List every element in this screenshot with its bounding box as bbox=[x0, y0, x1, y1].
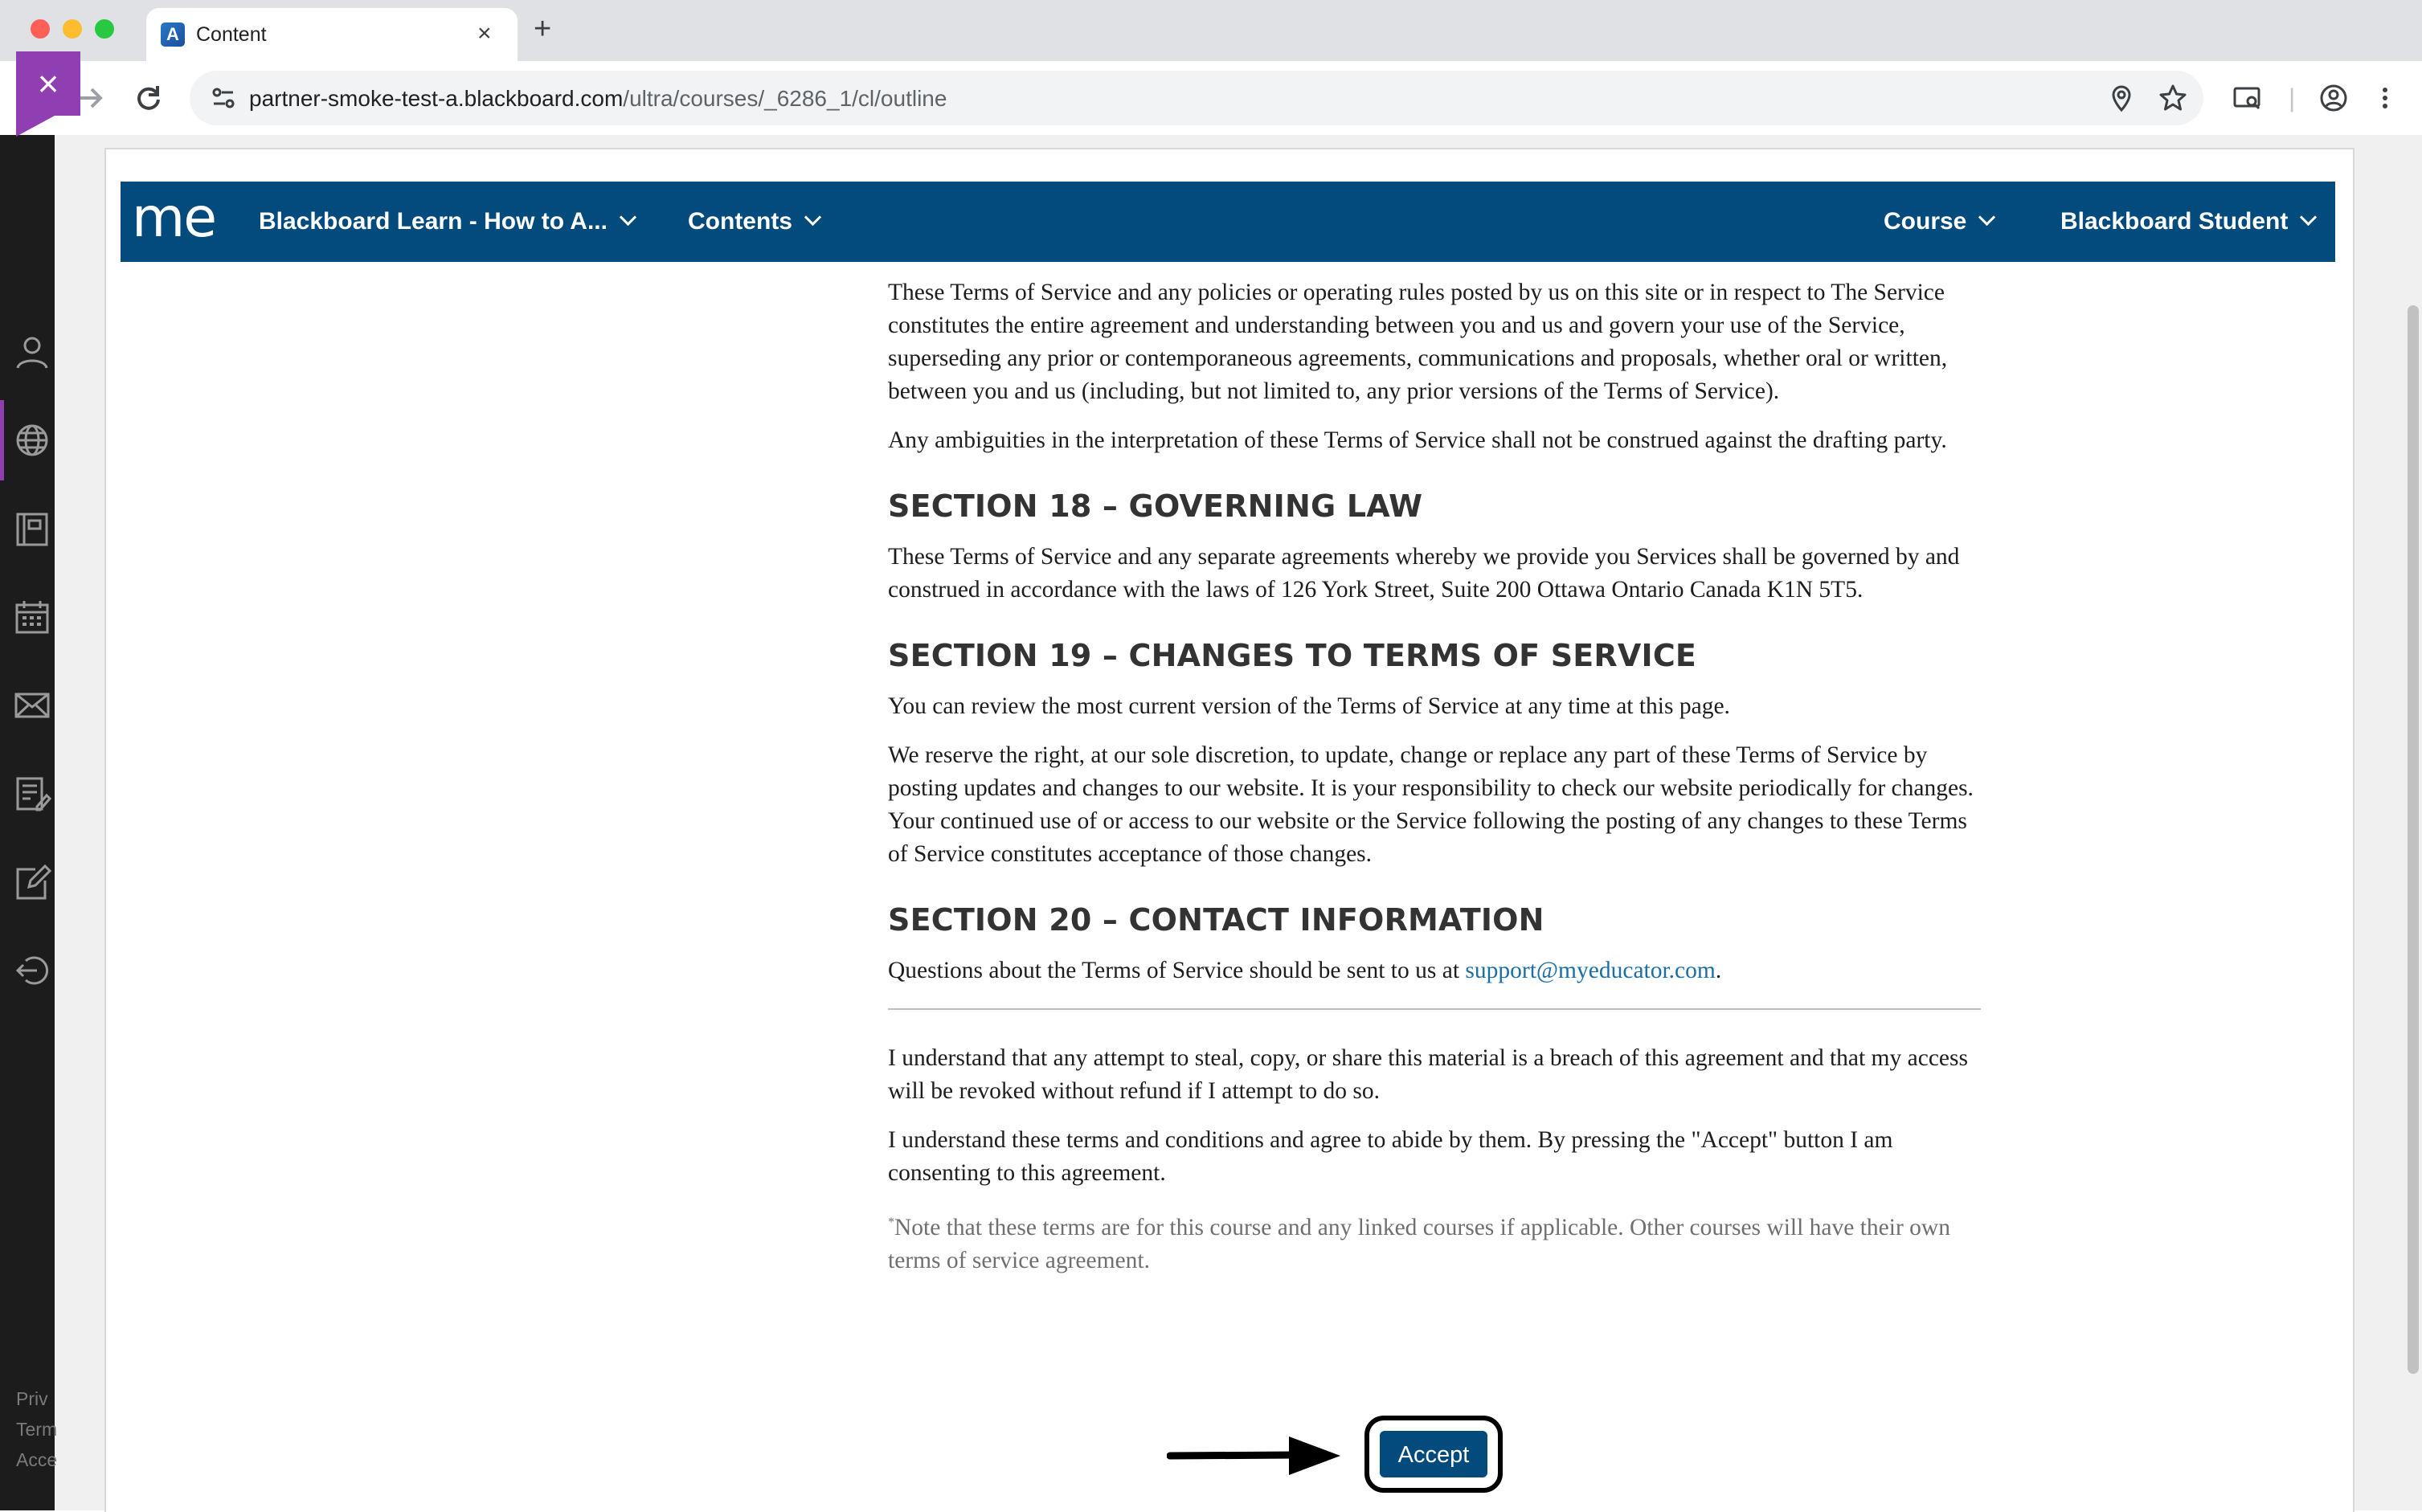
window-close-control[interactable] bbox=[31, 19, 50, 39]
browser-toolbar bbox=[0, 61, 2422, 136]
contents-menu[interactable]: Contents bbox=[688, 207, 819, 236]
globe-icon[interactable] bbox=[13, 421, 51, 460]
section-19-text-1: You can review the most current version of the Terms of Service at any time at this page. bbox=[888, 693, 1730, 719]
messages-icon[interactable] bbox=[13, 686, 51, 725]
chevron-down-icon bbox=[620, 209, 636, 226]
reload-icon[interactable] bbox=[129, 79, 167, 128]
myeducator-logo[interactable]: me bbox=[132, 186, 216, 250]
course-title-menu[interactable]: Blackboard Learn - How to A... bbox=[259, 207, 634, 236]
chevron-down-icon bbox=[2300, 209, 2317, 226]
address-bar[interactable] bbox=[190, 71, 2203, 125]
calendar-icon[interactable] bbox=[13, 598, 51, 636]
divider bbox=[888, 1008, 1981, 1010]
sign-out-icon[interactable] bbox=[13, 951, 51, 990]
close-tab-icon[interactable]: × bbox=[477, 20, 492, 47]
support-email-link[interactable]: support@myeducator.com bbox=[1465, 958, 1716, 983]
terms-article bbox=[888, 276, 1981, 1293]
tab-title: Content bbox=[196, 23, 267, 46]
user-menu[interactable]: Blackboard Student bbox=[2060, 207, 2314, 236]
window-minimize-control[interactable] bbox=[63, 19, 82, 39]
section-20-heading: SECTION 20 – CONTACT INFORMATION bbox=[888, 902, 1544, 938]
chevron-down-icon bbox=[804, 209, 821, 226]
section-20-text: Questions about the Terms of Service should be sent to us at support@myeducator.com. bbox=[888, 958, 1722, 983]
tab-search-icon[interactable] bbox=[2232, 84, 2263, 118]
section-18-text: These Terms of Service and any separate agreements whereby we provide you Services shall be governed by and construed in accordance with the laws of 126 York Street, Suite 200 Ottawa Ontario Canada K1N 5T5. bbox=[888, 544, 1960, 603]
site-settings-icon[interactable] bbox=[207, 82, 239, 114]
browser-menu-icon[interactable] bbox=[2377, 84, 2393, 118]
location-pin-icon[interactable] bbox=[2109, 84, 2134, 118]
accept-button[interactable]: Accept bbox=[1378, 1429, 1489, 1479]
accessibility-link[interactable]: Acce bbox=[16, 1449, 58, 1470]
agreement-text-1: I understand that any attempt to steal, copy, or share this material is a breach of this agreement and that my access will be revoked without refund if I attempt to do so. bbox=[888, 1045, 1968, 1104]
accept-button-highlight bbox=[1364, 1416, 1503, 1493]
terms-link[interactable]: Term bbox=[16, 1419, 58, 1440]
section-19-text-2: We reserve the right, at our sole discretion, to update, change or replace any part of these Terms of Service by posting updates and changes to our website. It is your responsibility to check our website periodically for changes. Your continued use of or access to our website or the Service following the posting of any changes to these Terms of Service constitutes acceptance of those changes. bbox=[888, 742, 1974, 867]
section-18-heading: SECTION 18 – GOVERNING LAW bbox=[888, 488, 1423, 524]
profile-icon[interactable] bbox=[13, 333, 51, 371]
privacy-link[interactable]: Priv bbox=[16, 1388, 48, 1409]
new-tab-button[interactable]: + bbox=[534, 12, 552, 46]
toolbar-divider: | bbox=[2289, 84, 2296, 112]
arrow-pointer-icon bbox=[1167, 1428, 1345, 1481]
paragraph-entire-agreement: These Terms of Service and any policies or operating rules posted by us on this site or in respect to The Service constitutes the entire agreement and understanding between you and us and govern your use of the Service, superseding any prior or contemporaneous agreements, communications and proposals, whether oral or written, between you and us (including, but not limited to, any prior versions of the Terms of Service). bbox=[888, 280, 1948, 404]
profile-icon[interactable] bbox=[2319, 84, 2348, 118]
close-icon: × bbox=[37, 63, 59, 104]
page-scrollbar[interactable] bbox=[2408, 305, 2419, 1374]
blackboard-icon: A bbox=[161, 22, 185, 47]
left-navigation-rail bbox=[0, 135, 58, 1510]
paragraph-ambiguities: Any ambiguities in the interpretation of these Terms of Service shall not be construed against the drafting party. bbox=[888, 427, 1947, 453]
course-navbar bbox=[121, 182, 2335, 262]
chevron-down-icon bbox=[1978, 209, 1995, 226]
courses-icon[interactable] bbox=[13, 509, 51, 548]
edit-icon[interactable] bbox=[13, 863, 51, 901]
active-rail-indicator bbox=[0, 400, 4, 480]
section-19-heading: SECTION 19 – CHANGES TO TERMS OF SERVICE bbox=[888, 638, 1697, 673]
url-text: partner-smoke-test-a.blackboard.com/ultra/courses/_6286_1/cl/outline bbox=[249, 86, 947, 111]
close-tile-tail bbox=[16, 116, 55, 137]
window-zoom-control[interactable] bbox=[95, 19, 114, 39]
bookmark-star-icon[interactable] bbox=[2158, 84, 2187, 118]
close-course-button[interactable] bbox=[16, 51, 80, 116]
grades-icon[interactable] bbox=[13, 774, 51, 813]
browser-tab-strip bbox=[0, 0, 2422, 61]
agreement-text-2: I understand these terms and conditions and agree to abide by them. By pressing the "Accept" button I am consenting to this agreement. bbox=[888, 1127, 1893, 1186]
course-menu[interactable]: Course bbox=[1884, 207, 1993, 236]
browser-tab[interactable] bbox=[146, 8, 518, 61]
terms-note: *Note that these terms are for this course and any linked courses if applicable. Other courses will have their own terms of service agreement. bbox=[888, 1214, 1950, 1273]
